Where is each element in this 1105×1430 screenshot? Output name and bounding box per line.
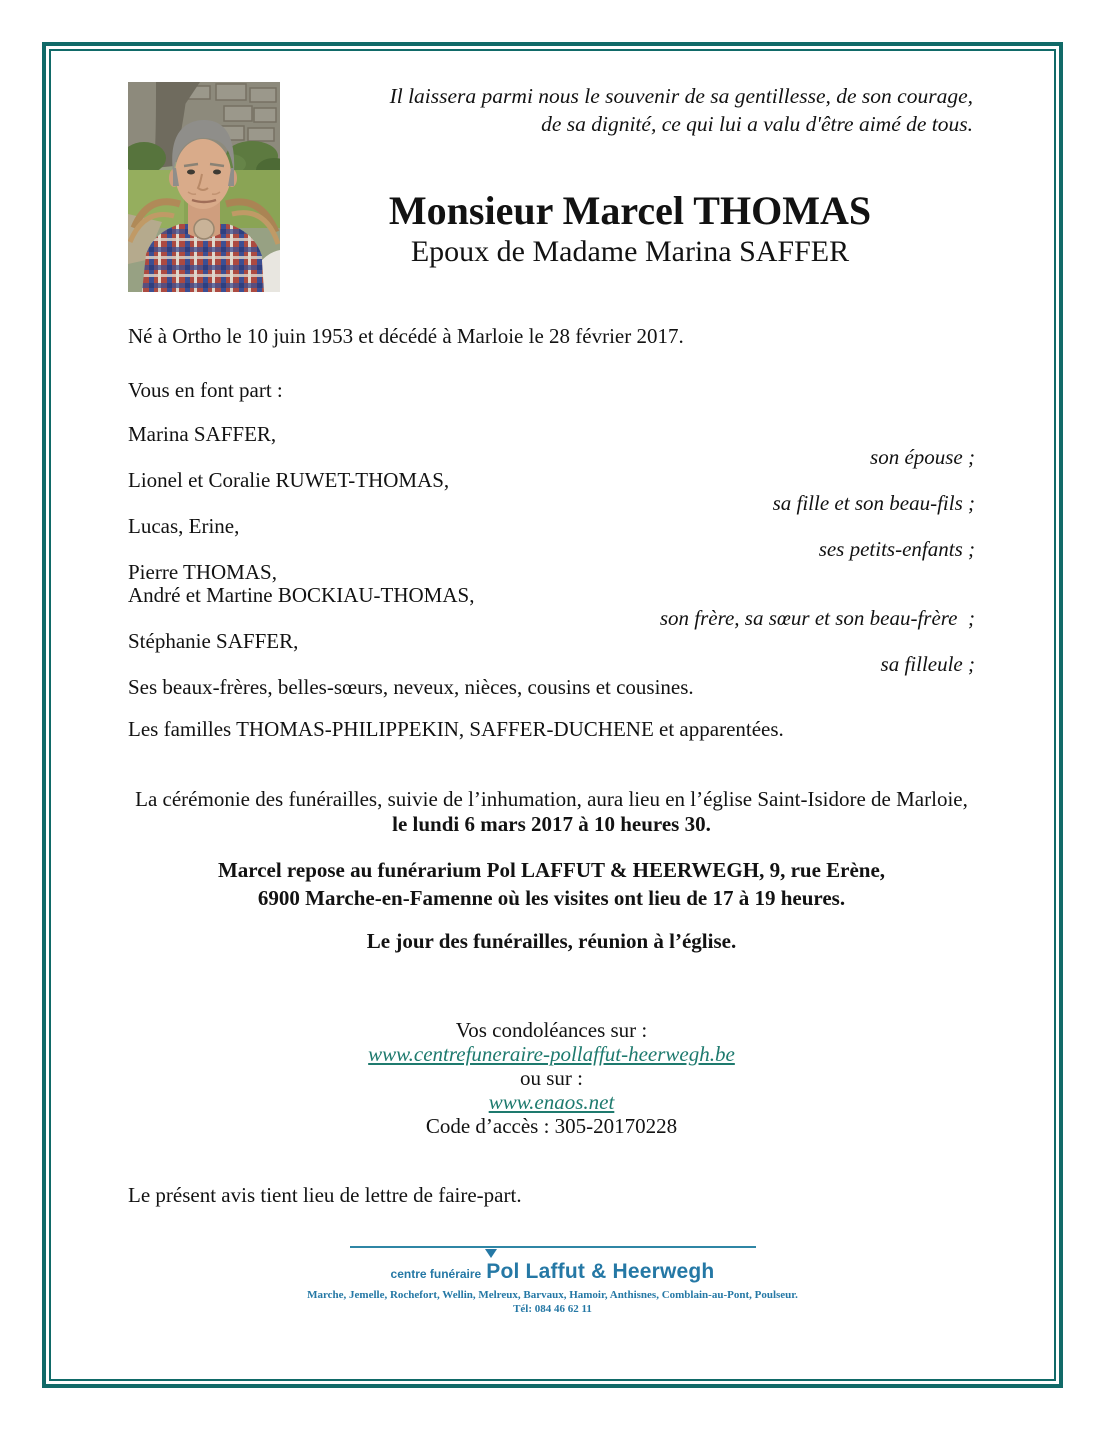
- extended-family-line: Ses beaux-frères, belles-sœurs, neveux, nièces, cousins et cousines.: [128, 675, 694, 699]
- family-member-relation: sa fille et son beau-fils ;: [772, 491, 975, 515]
- announcement-intro-line: Vous en font part :: [128, 378, 283, 402]
- family-member-name: Stéphanie SAFFER,: [128, 629, 299, 653]
- faire-part-notice-line: Le présent avis tient lieu de lettre de faire-part.: [128, 1183, 522, 1207]
- family-member-name: Marina SAFFER,: [128, 422, 277, 446]
- funeral-home-footer: [51, 1246, 1054, 1315]
- family-member-relation: son épouse ;: [870, 445, 975, 469]
- enaos-website-link[interactable]: www.enaos.net: [488, 1090, 615, 1114]
- family-member-relation: ses petits-enfants ;: [818, 537, 975, 561]
- deceased-name-title: Monsieur Marcel THOMAS: [388, 188, 872, 233]
- ceremony-datetime-line: le lundi 6 mars 2017 à 10 heures 30.: [392, 812, 711, 836]
- or-line: ou sur :: [520, 1066, 583, 1090]
- logo-triangle-icon: [485, 1249, 497, 1258]
- family-member-name: André et Martine BOCKIAU-THOMAS,: [128, 583, 475, 607]
- family-list: [128, 423, 975, 699]
- header-text: [206, 51, 1054, 269]
- memorial-quote-line-2: de sa dignité, ce qui lui a valu d'être aimé de tous.: [541, 112, 973, 136]
- page-content: [51, 51, 1054, 1379]
- funeral-home-website-link[interactable]: www.centrefuneraire-pollaffut-heerwegh.be: [368, 1042, 735, 1066]
- birth-death-line: Né à Ortho le 10 juin 1953 et décédé à Marloie le 28 février 2017.: [128, 324, 684, 348]
- deceased-portrait-photo: [128, 82, 280, 292]
- repose-line-1: Marcel repose au funérarium Pol LAFFUT & HEERWEGH, 9, rue Erène,: [217, 858, 886, 882]
- memorial-quote-line-1: Il laissera parmi nous le souvenir de sa gentillesse, de son courage,: [389, 84, 973, 108]
- spouse-subtitle: Epoux de Madame Marina SAFFER: [410, 235, 850, 268]
- related-families-line: Les familles THOMAS-PHILIPPEKIN, SAFFER-DUCHENE et apparentées.: [128, 717, 784, 741]
- logo-towns-line: Marche, Jemelle, Rochefort, Wellin, Melreux, Barvaux, Hamoir, Anthisnes, Comblain-au-Pont, Poulseur.: [307, 1289, 798, 1301]
- repose-line-2: 6900 Marche-en-Famenne où les visites ont lieu de 17 à 19 heures.: [257, 886, 846, 910]
- header: [51, 51, 1054, 292]
- access-code-line: Code d’accès : 305-20170228: [425, 1114, 678, 1138]
- reunion-line: Le jour des funérailles, réunion à l’église.: [366, 929, 737, 953]
- logo-phone-line: Tél: 084 46 62 11: [513, 1303, 592, 1315]
- funeral-home-logo: [51, 1260, 1054, 1284]
- family-member-name: Pierre THOMAS,: [128, 560, 277, 584]
- ceremony-location-line: La cérémonie des funérailles, suivie de l’inhumation, aura lieu en l’église Saint-Isidore de Marloie,: [135, 787, 968, 811]
- memorial-quote: [206, 51, 1054, 138]
- family-member-name: Lionel et Coralie RUWET-THOMAS,: [128, 468, 450, 492]
- logo-divider-line: [350, 1246, 756, 1248]
- logo-prefix-text: centre funéraire: [390, 1267, 482, 1281]
- condolences-intro-line: Vos condoléances sur :: [455, 1018, 648, 1042]
- family-member-relation: son frère, sa sœur et son beau-frère ;: [659, 606, 975, 630]
- announcement-body: [51, 325, 1054, 1207]
- family-member-relation: sa filleule ;: [880, 652, 975, 676]
- condolences-block: [128, 1018, 975, 1138]
- logo-company-name: Pol Laffut & Heerwegh: [486, 1260, 715, 1283]
- family-member-name: Lucas, Erine,: [128, 514, 240, 538]
